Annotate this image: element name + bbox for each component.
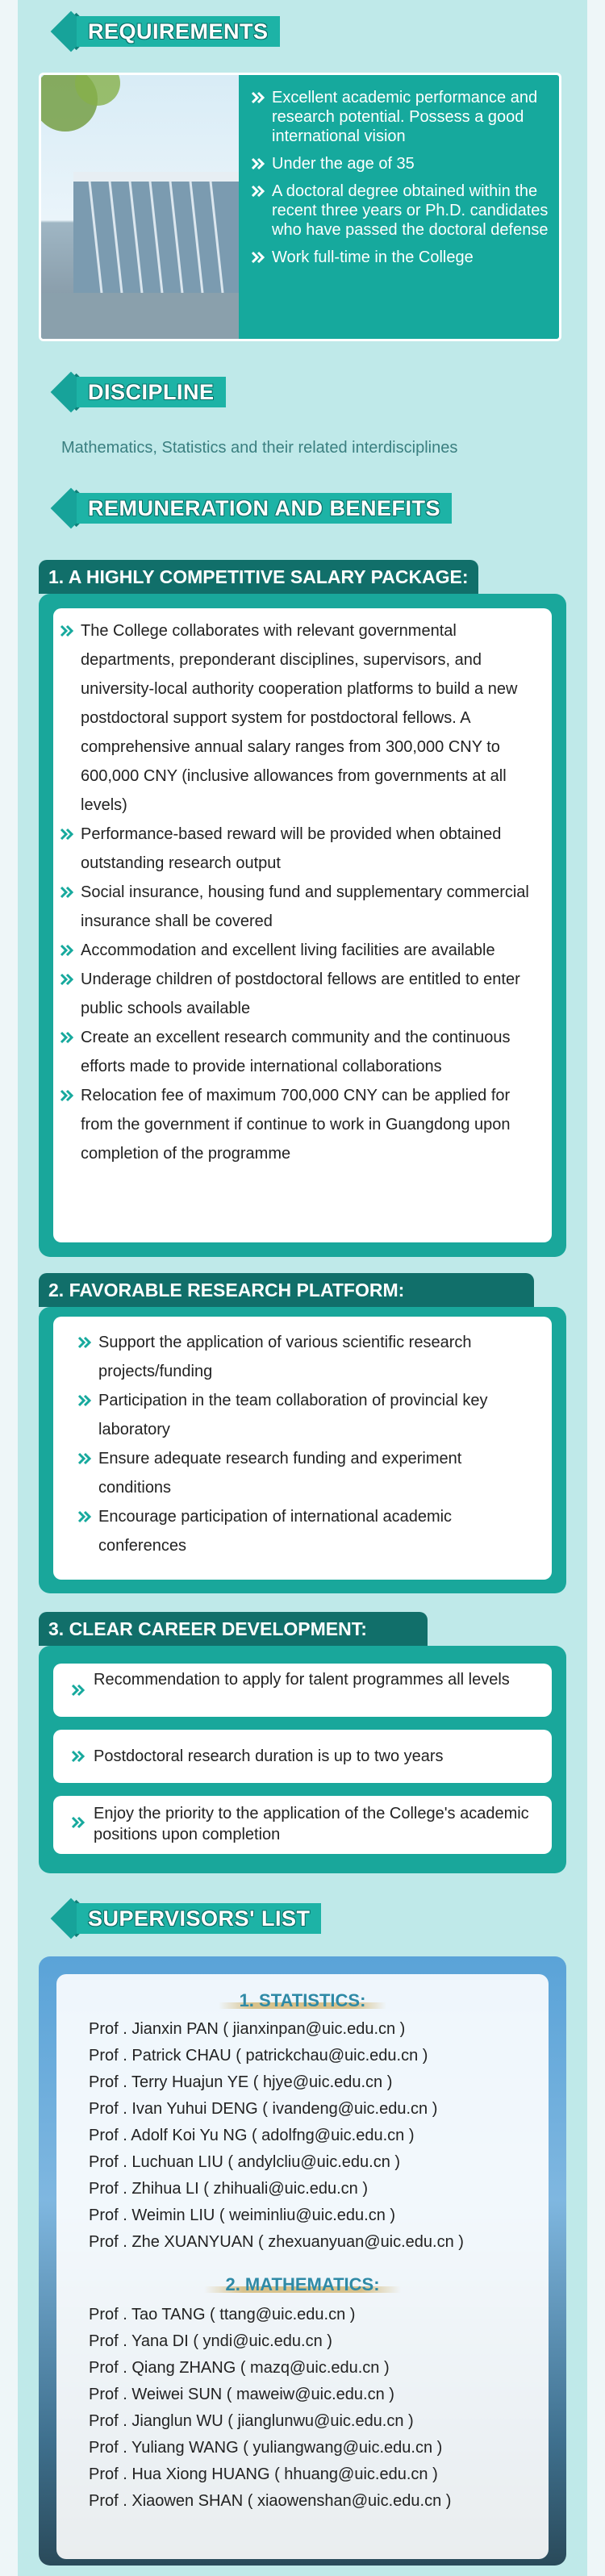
career-item: Postdoctoral research duration is up to two years: [53, 1730, 552, 1783]
career-section: [39, 1646, 566, 1873]
supervisors-card: [56, 1974, 549, 2559]
discipline-title: DISCIPLINE: [77, 377, 226, 407]
statistics-heading: 1. STATISTICS:: [56, 1990, 549, 2011]
chevron-right-icon: [251, 183, 267, 199]
list-item: Prof . Weiwei SUN ( maweiw@uic.edu.cn ): [89, 2386, 394, 2403]
list-item: Prof . Yana DI ( yndi@uic.edu.cn ): [89, 2332, 332, 2350]
salary-card: [53, 608, 552, 1242]
chevron-right-icon: [60, 1029, 76, 1046]
list-item: Prof . Jianxin PAN ( jianxinpan@uic.edu.cn ): [89, 2020, 406, 2038]
requirement-item: Excellent academic performance and research potential. Possess a good international vision: [251, 88, 553, 146]
chevron-right-icon: [77, 1509, 94, 1525]
mathematics-list: [89, 2302, 451, 2515]
career-item: Enjoy the priority to the application of the College's academic positions upon completion: [53, 1796, 552, 1854]
list-item: Prof . Weimin LIU ( weiminliu@uic.edu.cn ): [89, 2207, 396, 2224]
salary-section: [39, 594, 566, 1257]
list-item: The College collaborates with relevant governmental departments, preponderant disciplines, supervisors, and university-local authority cooperation platforms to build a new postdoctoral support system for postdoctoral fellows. A comprehensive annual salary ranges from 300,000 CNY to 600,000 CNY (inclusive allowances from governments at all levels): [60, 616, 542, 820]
list-item: Prof . Ivan Yuhui DENG ( ivandeng@uic.edu.cn ): [89, 2100, 438, 2118]
discipline-text: Mathematics, Statistics and their related interdisciplines: [61, 439, 458, 457]
list-item: Prof . Xiaowen SHAN ( xiaowenshan@uic.edu.cn ): [89, 2492, 452, 2510]
requirements-title: REQUIREMENTS: [77, 16, 280, 47]
chevron-right-icon: [60, 623, 76, 639]
requirement-item: Under the age of 35: [251, 154, 553, 173]
list-item: Prof . Patrick CHAU ( patrickchau@uic.edu.cn ): [89, 2047, 428, 2065]
supervisors-panel: [39, 1956, 566, 2566]
list-item: Prof . Luchuan LIU ( andylcliu@uic.edu.cn ): [89, 2153, 401, 2171]
chevron-right-icon: [71, 1682, 87, 1698]
chevron-right-icon: [71, 1748, 87, 1764]
chevron-right-icon: [251, 156, 267, 172]
remuneration-title: REMUNERATION AND BENEFITS: [77, 493, 452, 524]
chevron-right-icon: [60, 884, 76, 900]
chevron-right-icon: [60, 971, 76, 987]
list-item: Accommodation and excellent living facilities are available: [60, 936, 542, 965]
list-item: Prof . Qiang ZHANG ( mazq@uic.edu.cn ): [89, 2359, 390, 2377]
requirements-panel: [39, 73, 561, 341]
chevron-right-icon: [77, 1392, 94, 1409]
list-item: Support the application of various scientific research projects/funding: [77, 1328, 529, 1386]
research-card: [53, 1317, 552, 1580]
salary-section-title: 1. A HIGHLY COMPETITIVE SALARY PACKAGE:: [39, 560, 478, 594]
research-section-title: 2. FAVORABLE RESEARCH PLATFORM:: [39, 1273, 534, 1307]
list-item: Prof . Adolf Koi Yu NG ( adolfng@uic.edu.cn ): [89, 2127, 415, 2144]
career-item: Recommendation to apply for talent programmes all levels: [53, 1664, 552, 1717]
list-item: Underage children of postdoctoral fellows are entitled to enter public schools available: [60, 965, 542, 1023]
chevron-right-icon: [60, 942, 76, 958]
list-item: Prof . Tao TANG ( ttang@uic.edu.cn ): [89, 2306, 356, 2323]
mathematics-heading: 2. MATHEMATICS:: [56, 2274, 549, 2295]
list-item: Prof . Yuliang WANG ( yuliangwang@uic.edu.cn ): [89, 2439, 443, 2457]
chevron-right-icon: [77, 1334, 94, 1351]
supervisors-title: SUPERVISORS' LIST: [77, 1903, 321, 1934]
requirement-item: Work full-time in the College: [251, 248, 553, 267]
list-item: Participation in the team collaboration of provincial key laboratory: [77, 1386, 529, 1444]
list-item: Prof . Jianglun WU ( jianglunwu@uic.edu.cn ): [89, 2412, 414, 2430]
chevron-right-icon: [77, 1451, 94, 1467]
statistics-list: [89, 2016, 464, 2256]
list-item: Encourage participation of international academic conferences: [77, 1502, 529, 1560]
list-item: Performance-based reward will be provided when obtained outstanding research output: [60, 820, 542, 878]
requirement-item: A doctoral degree obtained within the recent three years or Ph.D. candidates who have passed the doctoral defense: [251, 182, 553, 240]
list-item: Prof . Terry Huajun YE ( hjye@uic.edu.cn ): [89, 2073, 393, 2091]
list-item: Prof . Zhe XUANYUAN ( zhexuanyuan@uic.edu.cn ): [89, 2233, 464, 2251]
career-section-title: 3. CLEAR CAREER DEVELOPMENT:: [39, 1612, 428, 1646]
chevron-right-icon: [71, 1814, 87, 1831]
campus-building-photo: [41, 75, 239, 339]
research-section: [39, 1307, 566, 1593]
list-item: Relocation fee of maximum 700,000 CNY can be applied for from the government if continue to work in Guangdong upon completion of the programme: [60, 1081, 542, 1168]
list-item: Prof . Zhihua LI ( zhihuali@uic.edu.cn ): [89, 2180, 369, 2198]
chevron-right-icon: [60, 1088, 76, 1104]
list-item: Create an excellent research community and the continuous efforts made to provide international collaborations: [60, 1023, 542, 1081]
list-item: Prof . Hua Xiong HUANG ( hhuang@uic.edu.cn ): [89, 2465, 438, 2483]
chevron-right-icon: [251, 90, 267, 106]
chevron-right-icon: [251, 249, 267, 265]
list-item: Ensure adequate research funding and experiment conditions: [77, 1444, 529, 1502]
list-item: Social insurance, housing fund and supplementary commercial insurance shall be covered: [60, 878, 542, 936]
chevron-right-icon: [60, 826, 76, 842]
